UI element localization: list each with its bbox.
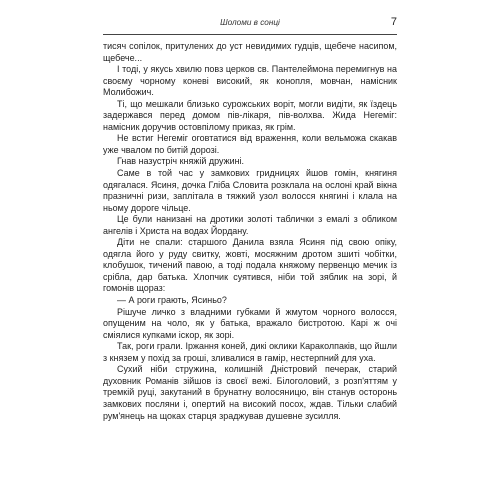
paragraph: Сухий ніби стружина, колишній Дністровий печерак, старий духовник Романів зійшов із своєї вежі. Білоголовий, з розп'яттям у тремкій руці, закутаний в брунатну волосяницю, він станув осторонь замкових посляни і, опертий на високий посох, ждав. Тільки слабий рум'янець на щоках старця зраджував душевне зусилля. [103, 364, 397, 421]
paragraph: Саме в той час у замкових гридницях йшов гомін, княгиня одягалася. Ясиня, дочка Гліба Словита розклала на ослоні край вікна празничні ризи, заплітала в тяжкий узол волосся княгині і клала на ньому дороге чільце. [103, 168, 397, 213]
dialogue-line: — А роги грають, Ясиньо? [117, 295, 227, 306]
paragraph: Рішуче личко з владними губками й жмутом чорного волосся, опущеним на чоло, як у батька, вражало бистротою. Карі ж очі сміялися купками іскор, як зорі. [103, 306, 397, 340]
paragraph: І тоді, у якусь хвилю повз церков св. Пантелеймона перемигнув на своєму чорному коневі високий, як конопля, мовчан, намісник Молибожич. [103, 64, 397, 98]
paragraph: тисяч сопілок, притулених до уст невидимих гудців, щебече насипом, щебече... [103, 41, 397, 63]
paragraph: Гнав назустріч княжій дружині. [117, 156, 245, 167]
header-rule [103, 34, 397, 35]
paragraph: Не встиг Негеміг оговтатися від враження, коли вельможа скакав уже чвалом по битій дорозі. [103, 133, 397, 155]
body-text [103, 41, 397, 422]
paragraph: Це були нанизані на дротики золоті таблички з емалі з обликом ангелів і Христа на водах Йордану. [103, 214, 397, 236]
running-title: Шоломи в сонці [220, 18, 280, 27]
running-head [103, 16, 397, 32]
page-number: 7 [390, 16, 397, 28]
paragraph: Діти не спали: старшого Данила взяла Ясиня під свою опіку, одягла його у руду свитку, жовті, мосяжним дротом зшиті чобітки, клобушок, тичений павою, а тоді подала княжому первенцю мечик із срібла, дар батька. Хлопчик суятився, ніби той зяблик на зорі, й гомонів щораз: [103, 237, 397, 294]
paragraph: Так, роги грали. Іржання коней, дикі оклики Караколпаків, що йшли з князем у похід за гроші, зливалися в гамір, нестерпний для уха. [103, 341, 397, 363]
paragraph: Ті, що мешкали близько сурожських воріт, могли видіти, як їздець задержався перед домом пів-лікаря, пів-волхва. Жида Негеміг: намісник доручив остовпілому приказ, як грім. [103, 98, 397, 132]
